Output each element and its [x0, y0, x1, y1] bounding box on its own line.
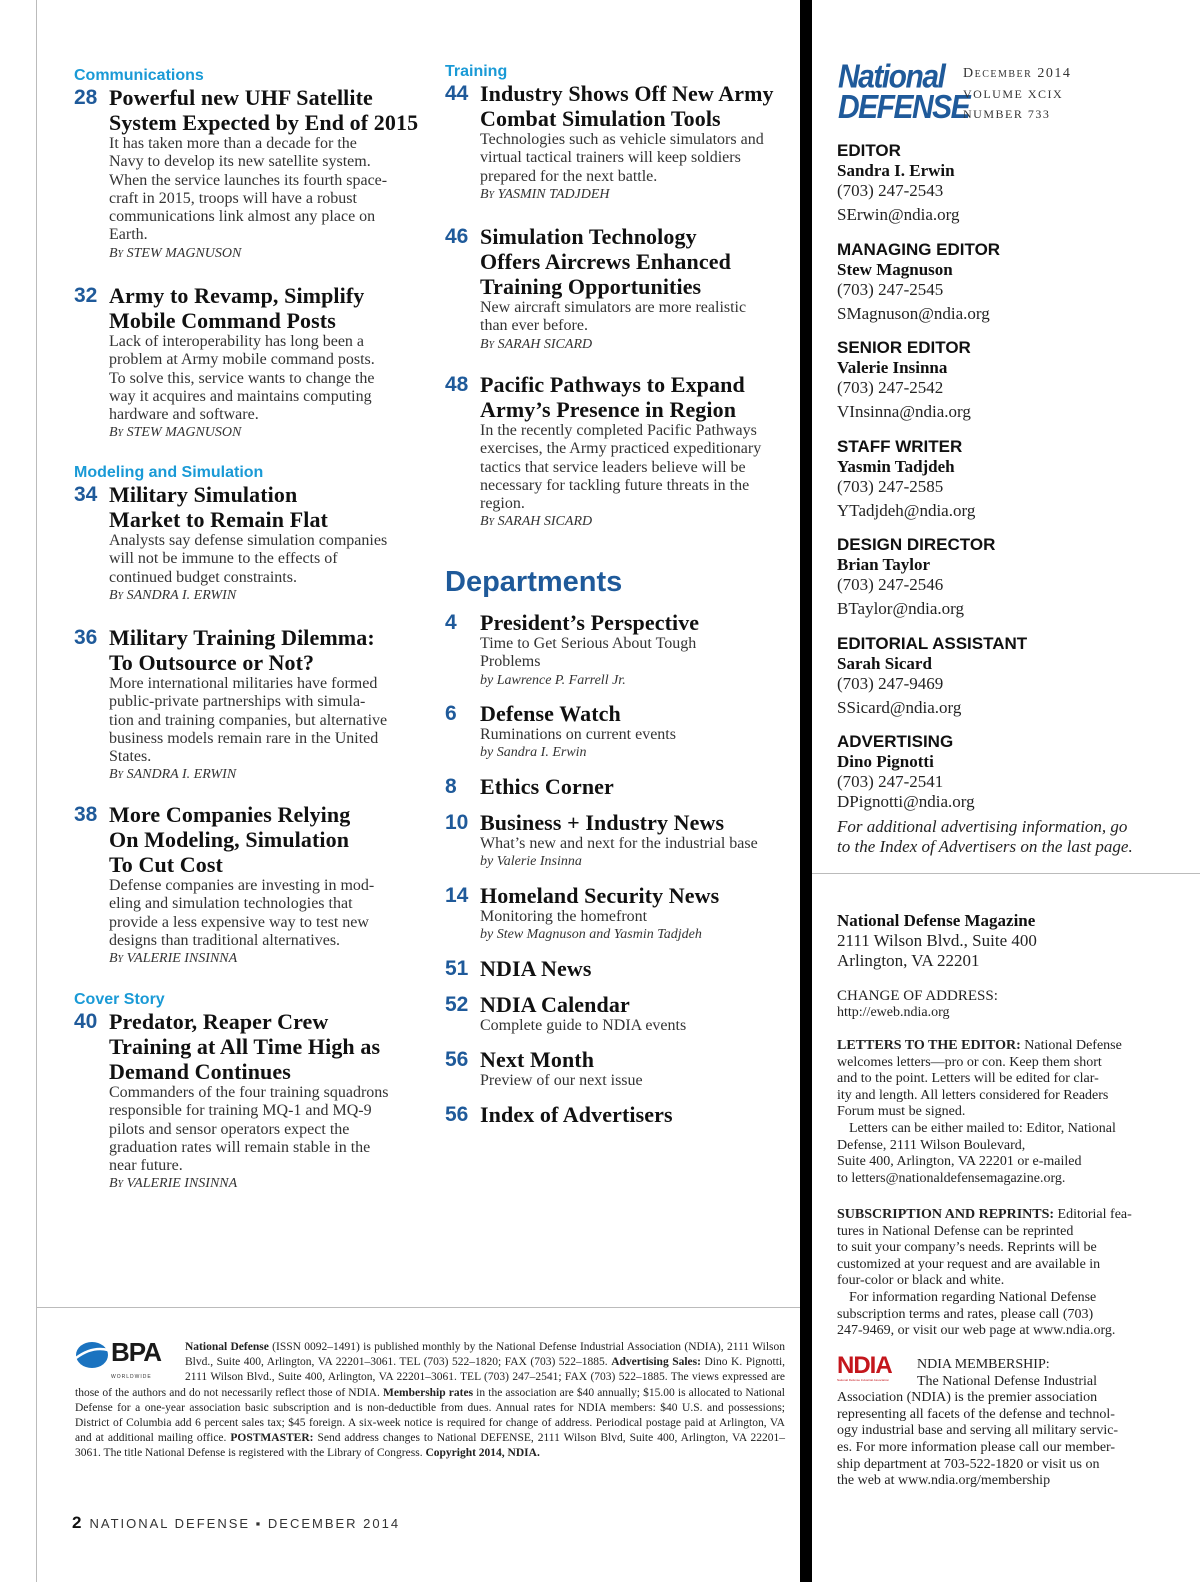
change-of-address: CHANGE OF ADDRESS: http://eweb.ndia.org	[837, 988, 1167, 1021]
change-of-address-link[interactable]: http://eweb.ndia.org	[837, 1004, 950, 1020]
department-description: What’s new and next for the industrial base	[480, 835, 758, 852]
page-number[interactable]: 46	[445, 225, 469, 248]
feature-title[interactable]: Powerful new UHF Satellite System Expected by End of 2015	[109, 85, 419, 135]
feature-entry	[74, 67, 424, 263]
page-number[interactable]: 51	[445, 957, 469, 980]
department-byline: by Stew Magnuson and Yasmin Tadjdeh	[480, 927, 702, 943]
department-entry	[445, 701, 795, 762]
letters-to-editor: LETTERS TO THE EDITOR: National Defense welcomes letters—pro or con. Keep them short and to the point. Letters will be edited for clar- ity and length. All letters considered for Readers Forum must be signed. Letters can be either mailed to: Editor, National Defense, 2111 Wilson Boulevard, Suite 400, Arlington, VA 22201 or e-mailed to letters@nationaldefensemagazine.org.	[837, 1038, 1122, 1186]
department-title[interactable]: Next Month	[480, 1047, 595, 1072]
department-entry	[445, 610, 795, 690]
feature-entry	[445, 63, 795, 204]
feature-title[interactable]: Pacific Pathways to Expand Army’s Presence in Region	[480, 372, 745, 422]
department-title[interactable]: NDIA Calendar	[480, 992, 630, 1017]
ndia-logo: NDIA National Defense Industrial Association	[837, 1352, 892, 1382]
feature-title[interactable]: Industry Shows Off New Army Combat Simulation Tools	[480, 81, 774, 131]
bottom-divider	[36, 1307, 800, 1308]
department-title[interactable]: Index of Advertisers	[480, 1102, 673, 1127]
page-footer: 2 NATIONAL DEFENSE ▪ DECEMBER 2014	[72, 1513, 401, 1532]
page-number[interactable]: 14	[445, 884, 469, 907]
section-label: Cover Story	[74, 991, 165, 1008]
page-number[interactable]: 48	[445, 373, 469, 396]
issue-number: NUMBER 733	[963, 107, 1051, 121]
department-entry	[445, 774, 795, 799]
department-description: Ruminations on current events	[480, 726, 676, 743]
feature-description: More international militaries have formed public-private partnerships with simula- tion and training companies, but alternative business models remain rare in the United States.	[109, 675, 388, 766]
feature-byline: By STEW MAGNUSON	[109, 245, 242, 261]
department-title[interactable]: Homeland Security News	[480, 883, 720, 908]
department-description: Time to Get Serious About Tough Problems	[480, 635, 697, 671]
page-number[interactable]: 34	[74, 483, 98, 506]
page-number[interactable]: 6	[445, 702, 457, 725]
page-number[interactable]: 32	[74, 284, 98, 307]
department-entry	[445, 1047, 795, 1090]
page-number[interactable]: 56	[445, 1048, 469, 1071]
department-byline: by Sandra I. Erwin	[480, 745, 587, 761]
email-link[interactable]: SMagnuson@ndia.org	[837, 304, 990, 323]
feature-title[interactable]: More Companies Relying On Modeling, Simulation To Cut Cost	[109, 802, 351, 877]
feature-byline: By YASMIN TADJDEH	[480, 186, 610, 202]
feature-byline: By STEW MAGNUSON	[109, 425, 242, 441]
feature-description: Commanders of the four training squadrons responsible for training MQ-1 and MQ-9 pilots and sensor operators expect the graduation rates will remain stable in the near future.	[109, 1084, 389, 1175]
feature-entry	[74, 991, 424, 1193]
department-description: Monitoring the homefront	[480, 908, 648, 925]
department-title[interactable]: NDIA News	[480, 956, 592, 981]
mailing-address: National Defense Magazine 2111 Wilson Blvd., Suite 400 Arlington, VA 22201	[837, 911, 1037, 970]
feature-byline: By SANDRA I. ERWIN	[109, 767, 237, 783]
feature-description: Technologies such as vehicle simulators and virtual tactical trainers will keep soldiers prepared for the next battle.	[480, 131, 764, 185]
page-number[interactable]: 28	[74, 86, 98, 109]
page-number[interactable]: 10	[445, 811, 469, 834]
subscription-and-reprints: SUBSCRIPTION AND REPRINTS: Editorial fea- tures in National Defense can be reprinted to suit your company’s needs. Reprints will be customized at your request and are available in four-color or black and white. For information regarding National Defense subscription terms and rates, please call (703) 247-9469, or visit our web page at www.ndia.org.	[837, 1207, 1132, 1339]
department-entry	[445, 1102, 795, 1127]
left-margin-rule	[36, 0, 37, 1582]
staff-block-staff-writer: STAFF WRITER Yasmin Tadjdeh (703) 247-2585 YTadjdeh@ndia.org	[837, 437, 1167, 521]
section-label: Modeling and Simulation	[74, 464, 264, 481]
staff-block-advertising: ADVERTISING Dino Pignotti (703) 247-2541 DPignotti@ndia.org	[837, 732, 1167, 812]
department-title[interactable]: Business + Industry News	[480, 810, 725, 835]
feature-byline: By VALERIE INSINNA	[109, 951, 238, 967]
feature-byline: By VALERIE INSINNA	[109, 1176, 238, 1192]
page-number[interactable]: 4	[445, 611, 457, 634]
section-label: Training	[445, 63, 508, 80]
department-byline: by Valerie Insinna	[480, 854, 582, 870]
staff-block-editorial-assistant: EDITORIAL ASSISTANT Sarah Sicard (703) 247-9469 SSicard@ndia.org	[837, 634, 1167, 718]
feature-entry	[445, 372, 795, 531]
staff-block-editor: EDITOR Sandra I. Erwin (703) 247-2543 SErwin@ndia.org	[837, 141, 1167, 225]
feature-title[interactable]: Army to Revamp, Simplify Mobile Command Posts	[109, 283, 365, 333]
page-number[interactable]: 40	[74, 1010, 98, 1033]
feature-entry	[74, 802, 424, 968]
feature-entry	[74, 283, 424, 442]
feature-byline: By SARAH SICARD	[480, 514, 593, 530]
page-number[interactable]: 8	[445, 775, 457, 798]
departments-heading: Departments	[445, 566, 623, 598]
advertising-note: For additional advertising information, go to the Index of Advertisers on the last page.	[837, 817, 1133, 856]
email-link[interactable]: SSicard@ndia.org	[837, 698, 962, 717]
feature-title[interactable]: Predator, Reaper Crew Training at All Time High as Demand Continues	[109, 1009, 381, 1084]
department-entry	[445, 810, 795, 871]
feature-description: Lack of interoperability has long been a problem at Army mobile command posts. To solve this, service wants to change the way it acquires and maintains computing hardware and software.	[109, 333, 375, 424]
feature-byline: By SANDRA I. ERWIN	[109, 587, 237, 603]
section-label: Communications	[74, 67, 204, 84]
national-defense-logo[interactable]: National DEFENSE	[838, 58, 970, 126]
feature-title[interactable]: Military Training Dilemma: To Outsource or Not?	[109, 625, 375, 675]
bpa-logo: BPA WORLDWIDE	[75, 1340, 185, 1376]
email-link[interactable]: DPignotti@ndia.org	[837, 792, 975, 811]
staff-block-managing-editor: MANAGING EDITOR Stew Magnuson (703) 247-2545 SMagnuson@ndia.org	[837, 240, 1167, 324]
feature-byline: By SARAH SICARD	[480, 336, 593, 352]
feature-entry	[74, 464, 424, 605]
feature-description: Analysts say defense simulation companies will not be immune to the effects of continued budget constraints.	[109, 532, 388, 586]
column-divider-bar	[800, 0, 812, 1582]
email-link[interactable]: VInsinna@ndia.org	[837, 402, 971, 421]
feature-entry	[445, 224, 795, 354]
feature-title[interactable]: Simulation Technology Offers Aircrews Enhanced Training Opportunities	[480, 224, 731, 299]
department-title[interactable]: Defense Watch	[480, 701, 621, 726]
department-entry	[445, 883, 795, 944]
department-description: Preview of our next issue	[480, 1072, 643, 1089]
ndia-membership: NDIA MEMBERSHIP: The National Defense Industrial Association (NDIA) is the premier association representing all facets of the defense and technol- ogy industrial base and serving all military servic- es. For more information please call our member- ship department at 703-522-1820 or visit us on the web at www.ndia.org/membership	[837, 1357, 1119, 1489]
feature-description: New aircraft simulators are more realistic than ever before.	[480, 299, 747, 335]
staff-block-design-director: DESIGN DIRECTOR Brian Taylor (703) 247-2546 BTaylor@ndia.org	[837, 535, 1167, 619]
bpa-globe-icon	[75, 1340, 109, 1370]
department-description: Complete guide to NDIA events	[480, 1017, 687, 1034]
right-column-divider	[812, 873, 1200, 874]
page-number[interactable]: 44	[445, 82, 469, 105]
department-entry	[445, 992, 795, 1035]
department-entry	[445, 956, 795, 981]
feature-entry	[74, 625, 424, 784]
email-link[interactable]: YTadjdeh@ndia.org	[837, 501, 976, 520]
email-link[interactable]: SErwin@ndia.org	[837, 205, 960, 224]
department-title[interactable]: Ethics Corner	[480, 774, 614, 799]
department-byline: by Lawrence P. Farrell Jr.	[480, 672, 626, 688]
page-number[interactable]: 36	[74, 626, 98, 649]
feature-description: In the recently completed Pacific Pathways exercises, the Army practiced expeditionary tactics that service leaders believe will be necessary for tackling future threats in the region.	[480, 422, 762, 513]
page-number[interactable]: 56	[445, 1103, 469, 1126]
department-title[interactable]: President’s Perspective	[480, 610, 700, 635]
feature-description: It has taken more than a decade for the Navy to develop its new satellite system. When the service launches its fourth space- craft in 2015, troops will have a robust communications link almost any place on Earth.	[109, 135, 388, 244]
publisher-statement: BPA WORLDWIDE National Defense (ISSN 0092–1491) is published monthly by the National Defense Industrial Association (NDIA), 2111 Wilson Blvd., Suite 400, Arlington, VA 22201–3061. TEL (703) 522–1820; FAX (703) 522–1885. Advertising Sales: Dino K. Pignotti, 2111 Wilson Blvd., Suite 400, Arlington, VA 22201–3061. TEL (703) 247–2541; FAX (703) 522–1885. The views expressed are those of the authors and do not necessarily reflect those of NDIA. Membership rates in the association are $40 annually; $15.00 is allocated to National Defense for a one-year association basic subscription and is non-deductible from dues. Annual rates for NDIA members: $40 U.S. and possessions; District of Columbia add 6 percent sales tax; $45 foreign. A six-week notice is required for change of address. Periodical postage paid at Arlington, VA and at additional mailing office. POSTMASTER: Send address changes to National DEFENSE, 2111 Wilson Blvd, Suite 400, Arlington, VA 22201–3061. The title National Defense is registered with the Library of Congress. Copyright 2014, NDIA.	[75, 1337, 786, 1460]
feature-title[interactable]: Military Simulation Market to Remain Flat	[109, 482, 328, 532]
staff-block-senior-editor: SENIOR EDITOR Valerie Insinna (703) 247-2542 VInsinna@ndia.org	[837, 338, 1167, 422]
feature-description: Defense companies are investing in mod- eling and simulation technologies that provide a less expensive way to test new designs than traditional alternatives.	[109, 877, 375, 949]
issue-date: December 2014	[963, 66, 1072, 81]
page-number[interactable]: 38	[74, 803, 98, 826]
email-link[interactable]: BTaylor@ndia.org	[837, 599, 964, 618]
issue-volume: VOLUME XCIX	[963, 87, 1064, 101]
page-number[interactable]: 52	[445, 993, 469, 1016]
page-number-footer: 2	[72, 1513, 82, 1532]
issue-info	[963, 64, 1071, 124]
